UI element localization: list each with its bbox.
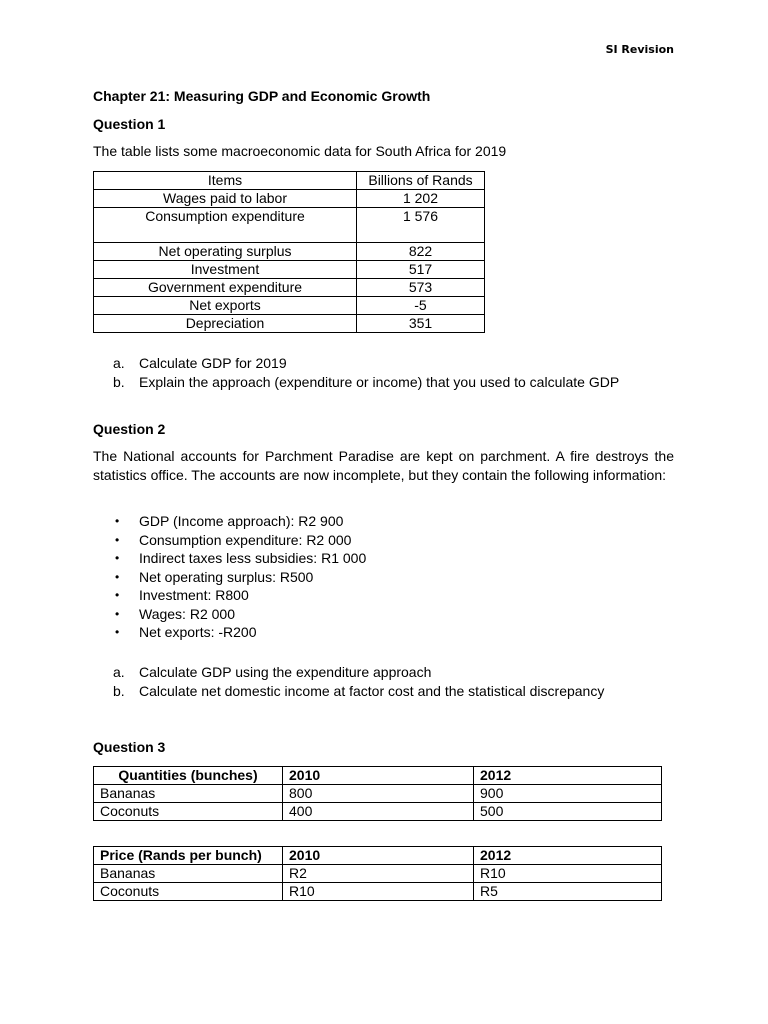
chapter-title: Chapter 21: Measuring GDP and Economic Growth (93, 88, 431, 104)
table-header: Price (Rands per bunch) (94, 847, 283, 865)
question-2-bullets (93, 512, 366, 642)
table-cell: Net exports (94, 297, 357, 315)
prices-table (93, 846, 662, 901)
table-cell: Consumption expenditure (94, 208, 357, 243)
question-2-title: Question 2 (93, 421, 166, 437)
list-item-text: Wages: R2 000 (139, 605, 235, 622)
list-item (93, 663, 604, 682)
list-item (93, 354, 619, 373)
list-item-text: Net exports: -R200 (139, 624, 257, 640)
table-row (94, 279, 485, 297)
table-cell: 1 576 (357, 208, 485, 243)
table-cell: 400 (283, 803, 474, 821)
bullet-icon: • (115, 514, 120, 528)
table-header: 2010 (283, 847, 474, 865)
bullet-icon: • (115, 606, 120, 621)
question-1-title: Question 1 (93, 116, 166, 132)
table-header: 2010 (283, 767, 474, 785)
table-cell: 517 (357, 261, 485, 279)
table-row (94, 297, 485, 315)
question-2-paragraph: The National accounts for Parchment Paradise are kept on parchment. A fire destroys the statistics office. The accounts are now incomplete, but they contain the following information: (93, 448, 674, 483)
table-cell: Investment (94, 261, 357, 279)
table-cell: -5 (357, 297, 485, 315)
table-cell: Government expenditure (94, 279, 357, 297)
quantities-table (93, 766, 662, 821)
bullet-icon: • (115, 588, 120, 602)
list-item-text: Indirect taxes less subsidies: R1 000 (139, 550, 367, 566)
table-header-row (94, 767, 662, 785)
table-cell: Bananas (94, 785, 283, 803)
bullet-icon: • (115, 569, 120, 584)
table-cell: R10 (474, 865, 662, 883)
table-row (94, 243, 485, 261)
list-item (93, 586, 366, 605)
table-cell: Coconuts (94, 883, 283, 901)
table-cell: Depreciation (94, 315, 357, 333)
list-item (93, 605, 366, 624)
page-header: SI Revision (605, 43, 674, 56)
table-cell: 573 (357, 279, 485, 297)
question-3-title: Question 3 (93, 739, 166, 755)
table-row (94, 261, 485, 279)
table-cell: 500 (474, 803, 662, 821)
list-marker: b. (113, 682, 125, 699)
table-cell: 351 (357, 315, 485, 333)
table-cell: Wages paid to labor (94, 190, 357, 208)
bullet-icon: • (115, 625, 120, 639)
bullet-icon: • (115, 532, 120, 547)
table-row (94, 315, 485, 333)
table-row (94, 803, 662, 821)
table-cell: 900 (474, 785, 662, 803)
table-header: Quantities (bunches) (94, 767, 283, 785)
table-header: Billions of Rands (357, 172, 485, 190)
list-item-text: Calculate GDP for 2019 (139, 355, 287, 371)
list-item (93, 512, 366, 531)
table-cell: R5 (474, 883, 662, 901)
table-header-row (94, 172, 485, 190)
table-header: 2012 (474, 847, 662, 865)
table-header: Items (94, 172, 357, 190)
list-item (93, 568, 366, 587)
table-cell: R2 (283, 865, 474, 883)
table-row (94, 208, 485, 243)
table-header-row (94, 847, 662, 865)
table-row (94, 190, 485, 208)
table-cell: 1 202 (357, 190, 485, 208)
list-item-text: Net operating surplus: R500 (139, 568, 314, 585)
table-cell: R10 (283, 883, 474, 901)
table-cell: 800 (283, 785, 474, 803)
list-item (93, 623, 366, 642)
list-marker: b. (113, 373, 125, 390)
table-row (94, 865, 662, 883)
list-item (93, 373, 619, 392)
list-item-text: Consumption expenditure: R2 000 (139, 531, 352, 548)
table-cell: Coconuts (94, 803, 283, 821)
list-marker: a. (113, 355, 125, 371)
list-item-text: Calculate net domestic income at factor cost and the statistical discrepancy (139, 682, 605, 699)
table-cell: 822 (357, 243, 485, 261)
question-2-parts (93, 663, 604, 700)
list-item-text: Explain the approach (expenditure or income) that you used to calculate GDP (139, 373, 620, 390)
table-cell: Bananas (94, 865, 283, 883)
table-row (94, 883, 662, 901)
macro-data-table (93, 171, 485, 333)
question-1-intro: The table lists some macroeconomic data for South Africa for 2019 (93, 143, 507, 159)
question-1-parts (93, 354, 619, 391)
list-item-text: Investment: R800 (139, 587, 249, 603)
list-item-text: Calculate GDP using the expenditure approach (139, 664, 432, 680)
list-item (93, 531, 366, 550)
table-header: 2012 (474, 767, 662, 785)
list-marker: a. (113, 664, 125, 680)
list-item-text: GDP (Income approach): R2 900 (139, 513, 344, 529)
list-item (93, 549, 366, 568)
table-cell: Net operating surplus (94, 243, 357, 261)
list-item (93, 682, 604, 701)
bullet-icon: • (115, 551, 120, 565)
table-row (94, 785, 662, 803)
